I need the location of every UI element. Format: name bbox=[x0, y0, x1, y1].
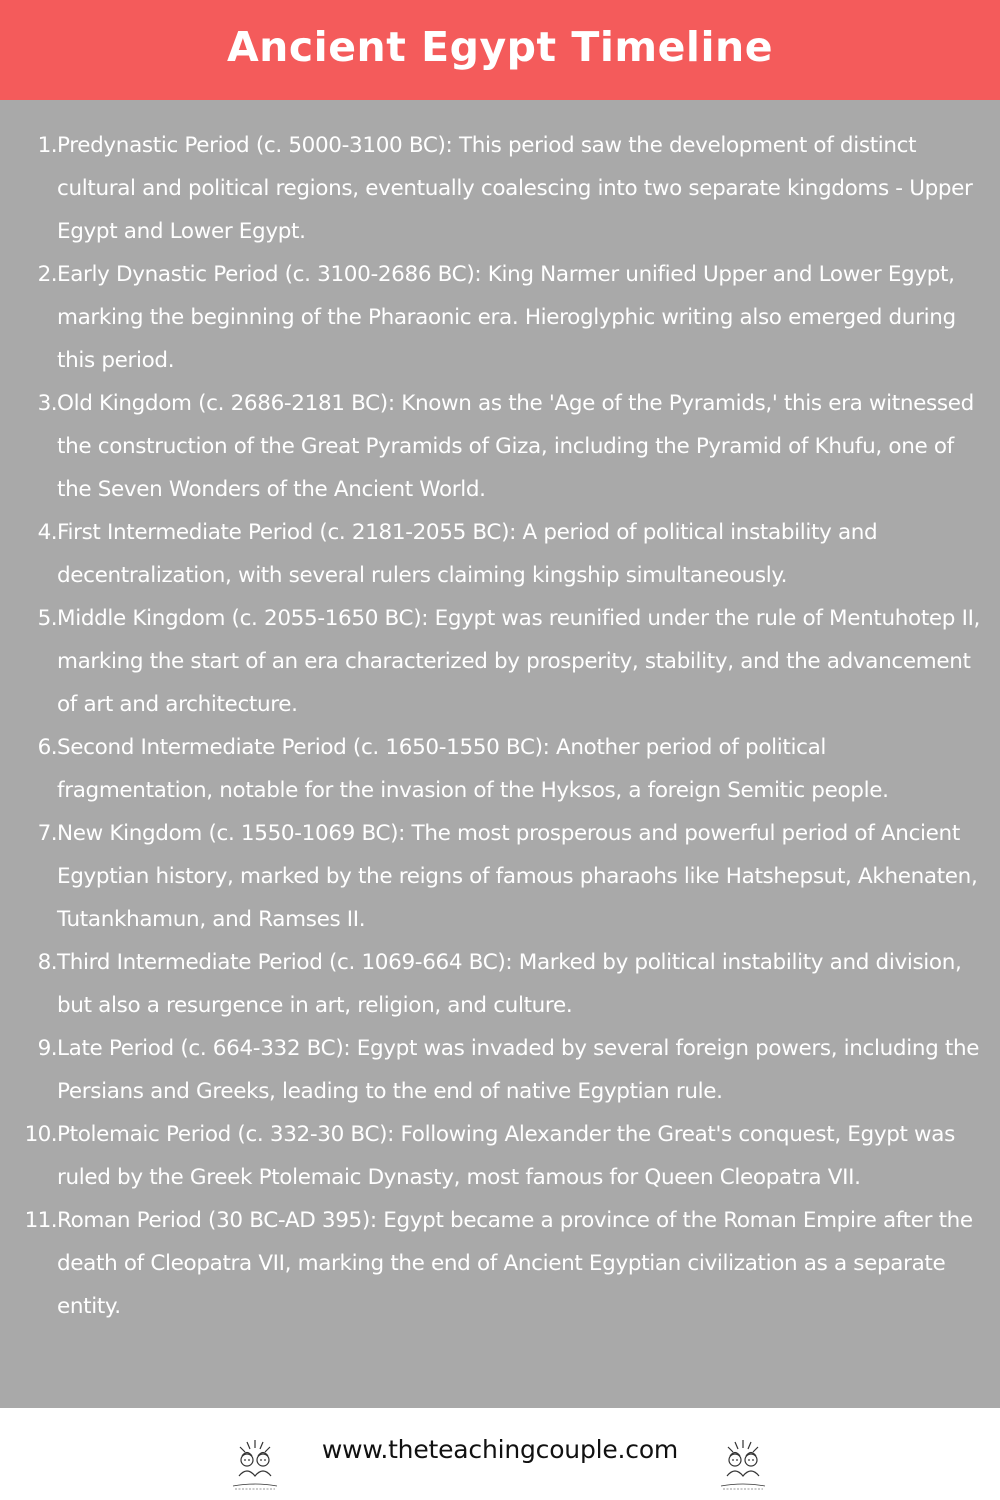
timeline-item bbox=[0, 253, 1000, 382]
timeline-item-text: Late Period (c. 664-332 BC): Egypt was invaded by several foreign powers, including the Persians and Greeks, leading to the end of native Egyptian rule. bbox=[57, 1036, 980, 1104]
timeline-item-number: 6. bbox=[37, 735, 57, 760]
timeline-item-text: Roman Period (30 BC-AD 395): Egypt became a province of the Roman Empire after the death of Cleopatra VII, marking the end of Ancient Egyptian civilization as a separate entity. bbox=[57, 1208, 973, 1319]
timeline-item bbox=[0, 1113, 1000, 1199]
timeline-item-number: 9. bbox=[37, 1036, 57, 1061]
footer bbox=[0, 1408, 1000, 1500]
timeline-item-number: 7. bbox=[37, 821, 57, 846]
timeline-item-number: 8. bbox=[37, 950, 57, 975]
timeline-item-text: Middle Kingdom (c. 2055-1650 BC): Egypt was reunified under the rule of Mentuhotep II, marking the start of an era characterized by prosperity, stability, and the advancement of art and architecture. bbox=[57, 606, 981, 717]
timeline-item-number: 3. bbox=[37, 391, 57, 416]
timeline-item bbox=[0, 726, 1000, 812]
timeline-item-text: Predynastic Period (c. 5000-3100 BC): This period saw the development of distinct cultural and political regions, eventually coalescing into two separate kingdoms - Upper Egypt and Lower Egypt. bbox=[57, 133, 973, 244]
timeline-item-number: 11. bbox=[24, 1208, 57, 1233]
timeline-item-text: Second Intermediate Period (c. 1650-1550 BC): Another period of political fragmentation, notable for the invasion of the Hyksos, a foreign Semitic people. bbox=[57, 735, 889, 803]
teaching-couple-logo-icon bbox=[713, 1436, 773, 1492]
timeline-item bbox=[0, 382, 1000, 511]
timeline-item-text: First Intermediate Period (c. 2181-2055 BC): A period of political instability and decentralization, with several rulers claiming kingship simultaneously. bbox=[57, 520, 878, 588]
timeline-panel bbox=[0, 100, 1000, 1408]
timeline-item-number: 5. bbox=[37, 606, 57, 631]
site-url-text: www.theteachingcouple.com bbox=[321, 1435, 679, 1464]
timeline-item-number: 10. bbox=[24, 1122, 57, 1147]
timeline-item-text: Early Dynastic Period (c. 3100-2686 BC): King Narmer unified Upper and Lower Egypt, marking the beginning of the Pharaonic era. Hieroglyphic writing also emerged during this period. bbox=[57, 262, 956, 373]
timeline-item-number: 1. bbox=[37, 133, 57, 158]
timeline-item bbox=[0, 597, 1000, 726]
timeline-item bbox=[0, 1027, 1000, 1113]
timeline-item bbox=[0, 812, 1000, 941]
timeline-item-text: Third Intermediate Period (c. 1069-664 BC): Marked by political instability and division, but also a resurgence in art, religion, and culture. bbox=[57, 950, 962, 1018]
timeline-item-text: Old Kingdom (c. 2686-2181 BC): Known as the 'Age of the Pyramids,' this era witnessed the construction of the Great Pyramids of Giza, including the Pyramid of Khufu, one of the Seven Wonders of the Ancient World. bbox=[57, 391, 974, 502]
timeline-item bbox=[0, 124, 1000, 253]
timeline-item bbox=[0, 1199, 1000, 1328]
timeline-item bbox=[0, 511, 1000, 597]
timeline-item-text: New Kingdom (c. 1550-1069 BC): The most prosperous and powerful period of Ancient Egyptian history, marked by the reigns of famous pharaohs like Hatshepsut, Akhenaten, Tutankhamun, and Ramses II. bbox=[57, 821, 978, 932]
timeline-item-text: Ptolemaic Period (c. 332-30 BC): Following Alexander the Great's conquest, Egypt was ruled by the Greek Ptolemaic Dynasty, most famous for Queen Cleopatra VII. bbox=[57, 1122, 955, 1190]
timeline-item-number: 4. bbox=[37, 520, 57, 545]
timeline-item bbox=[0, 941, 1000, 1027]
header-banner bbox=[0, 0, 1000, 100]
page-title: Ancient Egypt Timeline bbox=[226, 22, 774, 71]
timeline-item-number: 2. bbox=[37, 262, 57, 287]
timeline-list bbox=[0, 124, 1000, 1328]
